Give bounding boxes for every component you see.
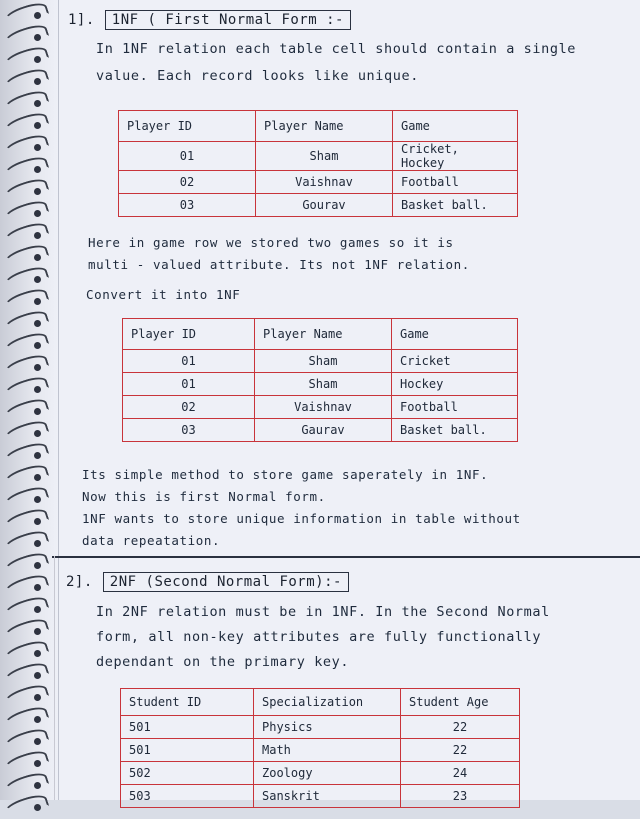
binding-hole	[34, 78, 41, 85]
column-header: Student ID	[121, 689, 254, 716]
column-header: Specialization	[254, 689, 401, 716]
section1-intro-line: In 1NF relation each table cell should contain a single	[96, 41, 577, 57]
section2-number: 2].	[66, 574, 93, 590]
binding-hole	[34, 408, 41, 415]
section1-note-line: multi - valued attribute. Its not 1NF relation.	[88, 257, 470, 272]
table-cell: Sham	[256, 142, 393, 171]
table-cell: Vaishnav	[256, 171, 393, 194]
section1-number: 1].	[68, 12, 95, 28]
table-cell: 01	[119, 142, 256, 171]
table-cell: Basket ball.	[393, 194, 518, 217]
binding-hole	[34, 56, 41, 63]
table-header-row	[121, 689, 520, 716]
table-cell: 502	[121, 762, 254, 785]
binding-hole	[34, 12, 41, 19]
binding-hole	[34, 254, 41, 261]
table-cell: 22	[401, 739, 520, 762]
column-header: Player ID	[119, 111, 256, 142]
convert-label: Convert it into 1NF	[86, 287, 241, 302]
table-cell: Physics	[254, 716, 401, 739]
binding-hole	[34, 188, 41, 195]
binding-hole	[34, 430, 41, 437]
binding-hole	[34, 474, 41, 481]
table-cell: Football	[393, 171, 518, 194]
table-cell: 501	[121, 739, 254, 762]
table-cell: Gourav	[256, 194, 393, 217]
table-cell: Vaishnav	[255, 396, 392, 419]
table-cell: 03	[123, 419, 255, 442]
section2-heading	[66, 572, 349, 592]
binding-hole	[34, 144, 41, 151]
binding-hole	[34, 100, 41, 107]
section2-intro	[96, 600, 550, 675]
binding-hole	[34, 122, 41, 129]
table-cell: Basket ball.	[392, 419, 518, 442]
summary-line: 1NF wants to store unique information in table without	[82, 511, 521, 526]
table-cell: Sanskrit	[254, 785, 401, 808]
table-cell: Gaurav	[255, 419, 392, 442]
table-cell: Sham	[255, 373, 392, 396]
binding-hole	[34, 166, 41, 173]
binding-hole	[34, 210, 41, 217]
section1-title: 1NF ( First Normal Form :-	[105, 10, 351, 30]
section1-intro-line: value. Each record looks like unique.	[96, 68, 419, 84]
binding-hole	[34, 760, 41, 767]
summary-line: Now this is first Normal form.	[82, 489, 326, 504]
table-cell: 01	[123, 373, 255, 396]
binding-hole	[34, 540, 41, 547]
binding-hole	[34, 232, 41, 239]
binding-hole	[34, 298, 41, 305]
binding-hole	[34, 452, 41, 459]
table-cell: 24	[401, 762, 520, 785]
binding-hole	[34, 562, 41, 569]
binding-hole	[34, 804, 41, 811]
table-row	[121, 762, 520, 785]
section2-intro-line: form, all non-key attributes are fully functionally	[96, 629, 542, 645]
section2-intro-line: In 2NF relation must be in 1NF. In the Second Normal	[96, 604, 550, 620]
column-header: Game	[393, 111, 518, 142]
column-header: Student Age	[401, 689, 520, 716]
table-cell: Football	[392, 396, 518, 419]
binding-hole	[34, 386, 41, 393]
binding-hole	[34, 606, 41, 613]
column-header: Game	[392, 319, 518, 350]
binding-hole	[34, 738, 41, 745]
table-cell: 03	[119, 194, 256, 217]
section2-title: 2NF (Second Normal Form):-	[103, 572, 349, 592]
table-cell: Cricket	[392, 350, 518, 373]
table-cell: 503	[121, 785, 254, 808]
table-cell: Hockey	[392, 373, 518, 396]
table-cell: 501	[121, 716, 254, 739]
binding-hole	[34, 716, 41, 723]
table-cell: 01	[123, 350, 255, 373]
table-cell: 22	[401, 716, 520, 739]
summary-line: data repeatation.	[82, 533, 221, 548]
spiral-ring	[3, 0, 49, 27]
table-cell: Zoology	[254, 762, 401, 785]
binding-hole	[34, 584, 41, 591]
binding-hole	[34, 694, 41, 701]
table-cell: 02	[119, 171, 256, 194]
section1-note-line: Here in game row we stored two games so it is	[88, 235, 454, 250]
binding-hole	[34, 496, 41, 503]
table-cell: Cricket, Hockey	[393, 142, 518, 171]
binding-hole	[34, 672, 41, 679]
table-cell: Math	[254, 739, 401, 762]
table-row	[121, 739, 520, 762]
table-cell: Sham	[255, 350, 392, 373]
table-row	[121, 785, 520, 808]
binding-hole	[34, 276, 41, 283]
binding-hole	[34, 342, 41, 349]
binding-hole	[34, 628, 41, 635]
table-row	[121, 716, 520, 739]
binding-hole	[34, 364, 41, 371]
column-header: Player ID	[123, 319, 255, 350]
binding-hole	[34, 518, 41, 525]
binding-hole	[34, 34, 41, 41]
binding-hole	[34, 650, 41, 657]
spiral-binding	[0, 0, 59, 800]
table-cell: 23	[401, 785, 520, 808]
notes-content-section2	[66, 0, 626, 803]
column-header: Player Name	[255, 319, 392, 350]
binding-hole	[34, 782, 41, 789]
student-table	[120, 688, 520, 808]
section2-intro-line: dependant on the primary key.	[96, 654, 350, 670]
summary-line: Its simple method to store game saperately in 1NF.	[82, 467, 489, 482]
margin-line	[54, 556, 55, 800]
binding-hole	[34, 320, 41, 327]
column-header: Player Name	[256, 111, 393, 142]
table-cell: 02	[123, 396, 255, 419]
